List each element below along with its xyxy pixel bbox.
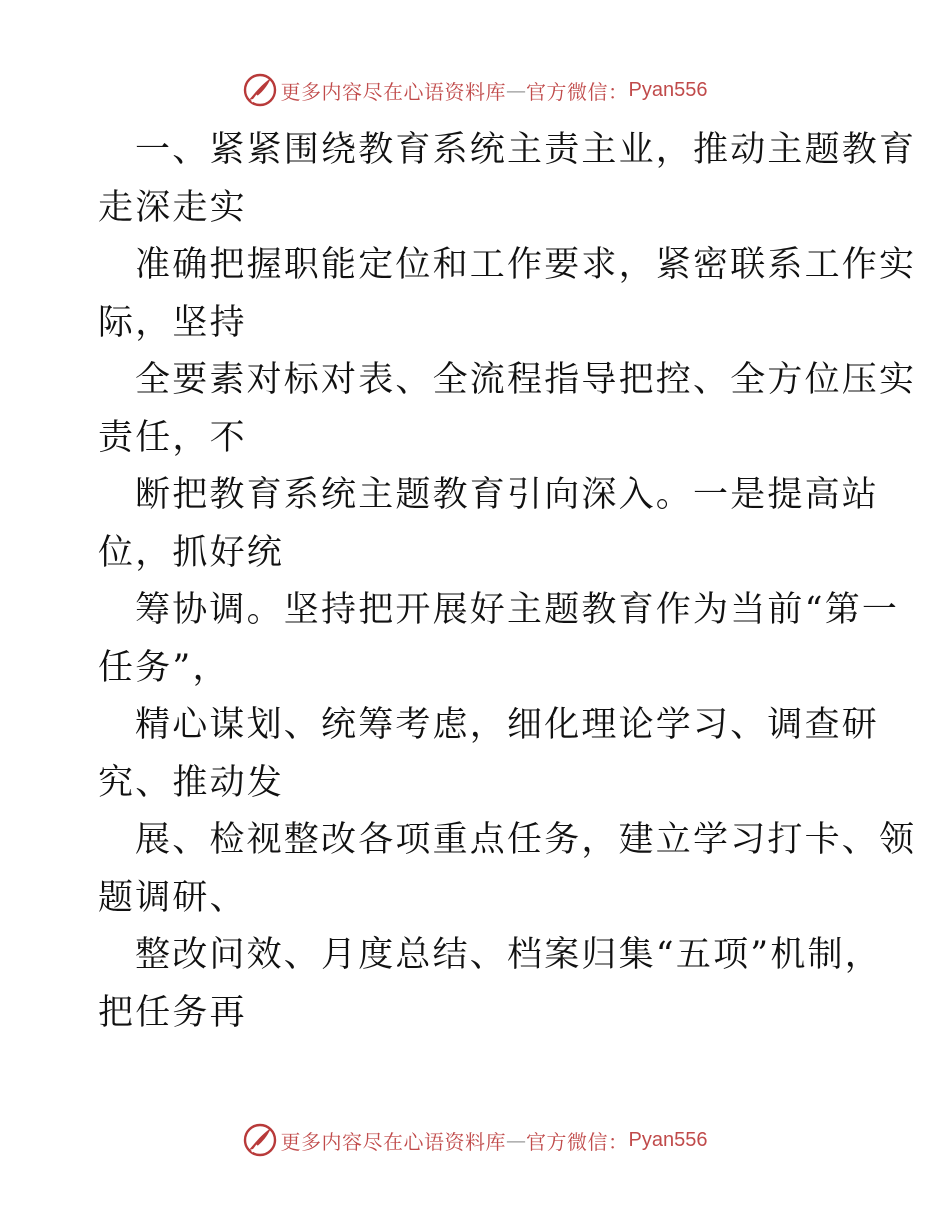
quill-pen-logo-icon: [243, 1123, 277, 1157]
banner-site-name: 更多内容尽在心语资料库: [280, 1129, 507, 1154]
text-line: 一、紧紧围绕教育系统主责主业，推动主题教育: [135, 130, 917, 170]
text-line: 位，抓好统: [98, 532, 285, 573]
header-watermark-banner: [0, 70, 950, 110]
text-line: 筹协调。坚持把开展好主题教育作为当前“第一: [135, 590, 900, 630]
banner-wechat-account: Pyan556: [628, 78, 708, 101]
footer-watermark-banner: [0, 1120, 950, 1160]
banner-wechat-label: 官方微信：: [526, 79, 629, 104]
text-line: 题调研、: [98, 877, 247, 918]
banner-separator: —: [506, 78, 527, 102]
text-line: 走深走实: [98, 187, 247, 228]
document-body: [98, 122, 917, 1042]
text-line: 准确把握职能定位和工作要求，紧密联系工作实: [135, 245, 917, 285]
text-line: 究、推动发: [98, 762, 285, 803]
text-line: 任务”，: [98, 647, 230, 688]
text-line: 断把教育系统主题教育引向深入。一是提高站: [135, 475, 880, 515]
text-line: 责任，不: [98, 417, 247, 458]
quill-pen-logo-icon: [243, 73, 277, 107]
banner-wechat-label: 官方微信：: [526, 1129, 629, 1154]
banner-separator: —: [506, 1128, 527, 1152]
banner-site-name: 更多内容尽在心语资料库: [280, 79, 507, 104]
text-line: 全要素对标对表、全流程指导把控、全方位压实: [135, 360, 917, 400]
text-line: 整改问效、月度总结、档案归集“五项”机制，: [135, 935, 882, 975]
text-line: 际，坚持: [98, 302, 247, 343]
text-line: 精心谋划、统筹考虑，细化理论学习、调查研: [135, 705, 880, 745]
text-line: 展、检视整改各项重点任务，建立学习打卡、领: [135, 820, 917, 860]
banner-wechat-account: Pyan556: [628, 1128, 708, 1151]
text-line: 把任务再: [98, 992, 247, 1033]
